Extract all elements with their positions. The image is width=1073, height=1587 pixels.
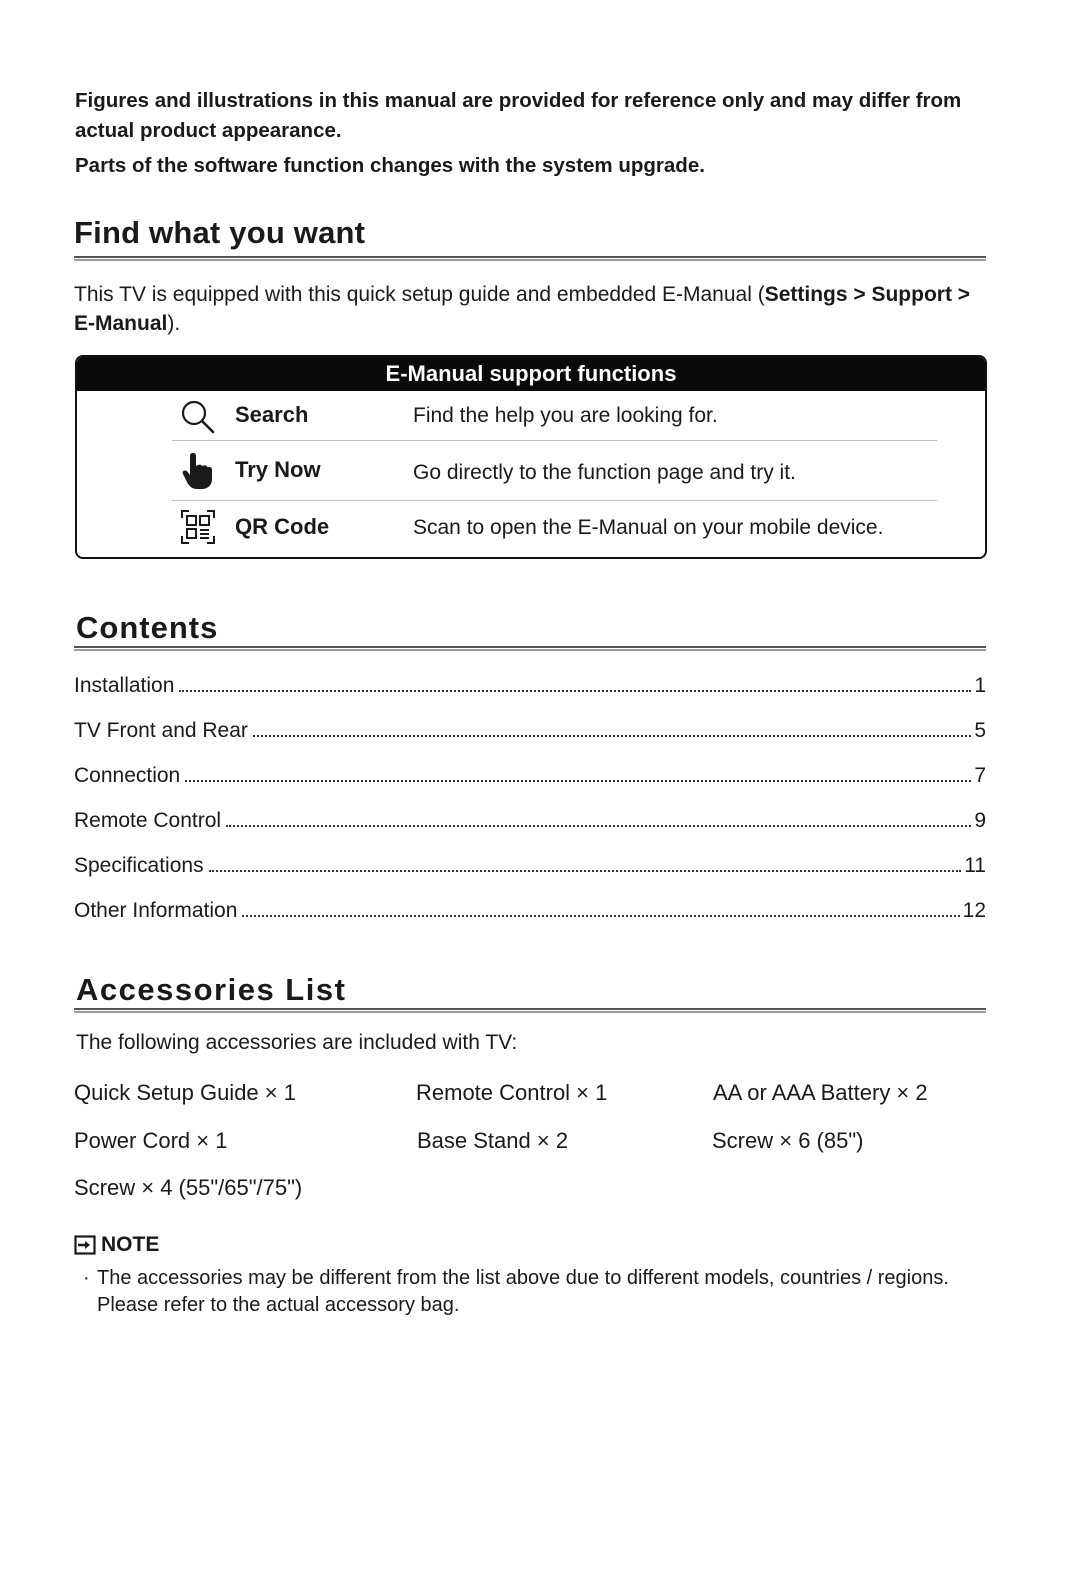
disclaimer-software: Parts of the software function changes with the system upgrade. [75,154,705,177]
note-title: NOTE [101,1233,160,1256]
toc-title: TV Front and Rear [74,719,248,742]
emanual-desc-try-now: Go directly to the function page and try it. [413,461,796,484]
disclaimer-appearance: Figures and illustrations in this manual are provided for reference only and may differ from actual product appearance. [75,89,962,142]
emanual-row-search [172,391,937,441]
toc-item-tv-front-rear[interactable] [74,715,986,743]
emanual-label-qr-code: QR Code [235,514,330,539]
emanual-row-try-now [172,441,937,501]
toc-item-connection[interactable] [74,760,986,788]
accessories-heading-rule [74,1008,986,1013]
toc-title: Installation [74,674,175,697]
toc-title: Connection [74,764,181,787]
toc-page-number: 1 [974,674,986,697]
toc-title: Other Information [74,899,238,922]
bullet-dot: · [83,1267,90,1289]
toc-leader-dots [226,825,971,827]
toc-leader-dots [242,915,959,917]
find-heading-rule [74,256,986,261]
accessory-item: Remote Control × 1 [416,1080,608,1105]
accessories-heading: Accessories List [76,972,347,1007]
qr-code-icon [180,509,216,545]
toc-leader-dots [179,690,971,692]
accessories-intro: The following accessories are included with TV: [76,1031,518,1054]
emanual-label-try-now: Try Now [235,457,321,482]
emanual-box-title: E-Manual support functions [77,357,985,391]
search-icon [180,399,216,435]
emanual-functions-box [75,355,987,559]
note-text: The accessories may be different from the list above due to different models, countries / regions. Please refer to the actual accessory bag. [97,1267,949,1316]
emanual-label-search: Search [235,402,309,427]
emanual-desc-search: Find the help you are looking for. [413,404,718,427]
toc-page-number: 7 [974,764,986,787]
toc-item-specifications[interactable] [74,850,986,878]
hand-pointer-icon [180,451,216,487]
toc-item-remote-control[interactable] [74,805,986,833]
emanual-desc-qr-code: Scan to open the E-Manual on your mobile device. [413,516,884,539]
accessory-item: AA or AAA Battery × 2 [713,1080,928,1105]
toc-title: Remote Control [74,809,222,832]
toc-leader-dots [253,735,971,737]
accessory-item: Screw × 4 (55"/65"/75") [74,1175,303,1200]
toc-page-number: 5 [974,719,986,742]
accessory-item: Screw × 6 (85") [712,1128,864,1153]
accessory-item: Power Cord × 1 [74,1128,228,1153]
contents-heading-rule [74,646,986,651]
note-body [83,1265,963,1319]
note-icon [74,1235,96,1255]
find-heading: Find what you want [74,215,366,250]
toc-page-number: 12 [962,899,986,922]
contents-heading: Contents [76,610,219,645]
find-intro-path: Settings > Support > E-Manual [74,283,971,335]
toc-item-installation[interactable] [74,670,986,698]
toc-item-other-information[interactable] [74,895,986,923]
toc-page-number: 9 [974,809,986,832]
note-heading [74,1233,159,1257]
accessory-item: Base Stand × 2 [417,1128,569,1153]
toc-title: Specifications [74,854,204,877]
accessory-item: Quick Setup Guide × 1 [74,1080,296,1105]
emanual-row-qr-code [172,501,937,557]
toc-leader-dots [185,780,971,782]
find-intro: This TV is equipped with this quick setup guide and embedded E-Manual (Settings > Support > E-Manual). [74,283,971,335]
toc-leader-dots [209,870,962,872]
toc-page-number: 11 [964,854,986,877]
